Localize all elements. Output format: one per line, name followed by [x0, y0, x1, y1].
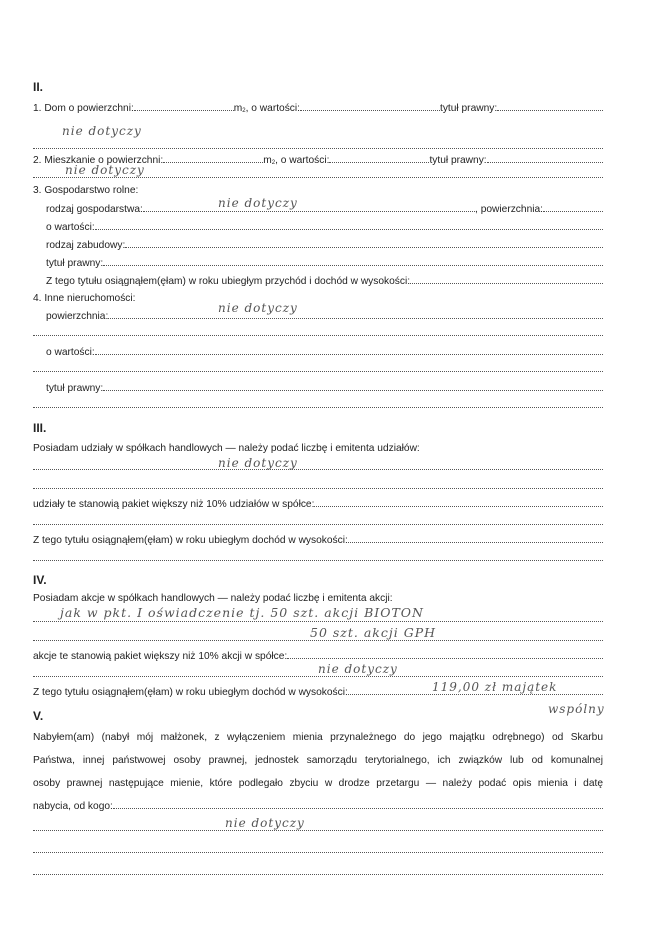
label: Z tego tytułu osiągnąłem(ęłam) w roku ubiegłym dochód w wysokości:	[33, 535, 348, 546]
label: tytuł prawny:	[440, 103, 498, 114]
label: 1. Dom o powierzchni:	[33, 103, 134, 114]
dotted-line	[33, 371, 603, 372]
handwritten-answer: 50 szt. akcji GPH	[310, 625, 437, 640]
label: akcje te stanowią pakiet większy niż 10% akcji w spółce:	[33, 651, 288, 662]
section-5-heading: V.	[33, 709, 44, 723]
dotted-line	[33, 407, 603, 408]
label: m	[233, 103, 243, 114]
dotted-line[interactable]	[33, 676, 603, 677]
house-field[interactable]	[33, 100, 603, 114]
dotted-line[interactable]	[33, 560, 603, 561]
handwritten-answer: nie dotyczy	[218, 456, 298, 470]
farm-kind-field[interactable]	[46, 201, 603, 215]
dotted-line	[33, 148, 603, 149]
dotted-line[interactable]	[33, 874, 603, 875]
paragraph-line: osoby prawnej następujące mienie, które podlegało zbyciu w drodze przetargu — należy podać opis mienia i datę	[33, 778, 603, 789]
label: Posiadam udziały w spółkach handlowych — należy podać liczbę i emitenta udziałów:	[33, 443, 420, 454]
stocks-label	[33, 590, 603, 604]
sup: 2	[242, 108, 246, 114]
label: Z tego tytułu osiągnąłem(ęłam) w roku ubiegłym przychód i dochód w wysokości:	[46, 276, 411, 287]
dotted-line	[33, 177, 603, 178]
label: o wartości:	[46, 347, 95, 358]
dotted-line[interactable]	[33, 830, 603, 831]
label: o wartości:	[46, 222, 95, 233]
farm-value-field[interactable]	[46, 219, 603, 233]
label: rodzaj gospodarstwa:	[46, 204, 143, 215]
dotted-line[interactable]	[33, 488, 603, 489]
label: m	[263, 155, 272, 166]
section-2-heading: II.	[33, 80, 44, 94]
label: , o wartości:	[275, 155, 330, 166]
handwritten-answer: nie dotyczy	[65, 163, 145, 177]
label: tytuł prawny:	[46, 258, 104, 269]
farm-legal-title-field[interactable]	[46, 255, 603, 269]
sup: 2	[271, 160, 276, 166]
handwritten-answer: 119,00 zł majątek	[432, 680, 558, 694]
label: rodzaj zabudowy:	[46, 240, 126, 251]
shares-label	[33, 440, 603, 454]
shares-income-field[interactable]	[33, 532, 603, 546]
label: 4. Inne nieruchomości:	[33, 293, 136, 304]
dotted-line[interactable]	[33, 852, 603, 853]
other-value-field[interactable]	[46, 344, 603, 358]
label: 3. Gospodarstwo rolne:	[33, 185, 139, 196]
label: Z tego tytułu osiągnąłem(ęłam) w roku ubiegłym dochód w wysokości:	[33, 687, 348, 698]
other-property-title	[33, 290, 603, 304]
handwritten-answer: nie dotyczy	[225, 816, 305, 830]
label: udziały te stanowią pakiet większy niż 10% udziałów w spółce:	[33, 499, 315, 510]
handwritten-answer: nie dotyczy	[62, 124, 142, 138]
label: , o wartości:	[245, 103, 300, 114]
handwritten-answer: nie dotyczy	[218, 196, 298, 210]
label: tytuł prawny:	[429, 155, 487, 166]
label: Posiadam akcje w spółkach handlowych — należy podać liczbę i emitenta akcji:	[33, 593, 393, 604]
farm-title	[33, 182, 603, 196]
label: nabycia, od kogo:	[33, 801, 113, 812]
label: powierzchnia:	[46, 311, 109, 322]
handwritten-answer: wspólny	[548, 702, 605, 716]
paragraph-line: Państwa, innej państwowej osoby prawnej, jednostek samorządu terytorialnego, ich związków lub od komunalnej	[33, 755, 603, 766]
label: , powierzchnia:	[475, 204, 543, 215]
dotted-line[interactable]	[33, 524, 603, 525]
stocks-over10-field[interactable]	[33, 648, 603, 662]
section-3-heading: III.	[33, 421, 47, 435]
shares-over10-field[interactable]	[33, 496, 603, 510]
section-4-heading: IV.	[33, 573, 47, 587]
other-area-field[interactable]	[46, 308, 603, 322]
dotted-line[interactable]	[33, 640, 603, 641]
acquisition-field[interactable]	[33, 798, 603, 812]
label: tytuł prawny:	[46, 383, 104, 394]
handwritten-answer: nie dotyczy	[318, 662, 398, 676]
dotted-line[interactable]	[33, 469, 603, 470]
paragraph-line: Nabyłem(am) (nabył mój małżonek, z wyłączeniem mienia przynależnego do jego majątku odrębnego) od Skarbu	[33, 732, 603, 743]
handwritten-answer: nie dotyczy	[218, 301, 298, 315]
handwritten-answer: jak w pkt. I oświadczenie tj. 50 szt. akcji BIOTON	[60, 605, 424, 620]
dotted-line	[33, 335, 603, 336]
label: 2. Mieszkanie o powierzchni:	[33, 155, 164, 166]
other-legal-title-field[interactable]	[46, 380, 603, 394]
farm-buildings-field[interactable]	[46, 237, 603, 251]
farm-income-field[interactable]	[46, 273, 603, 287]
dotted-line[interactable]	[33, 621, 603, 622]
acquisition-paragraph	[33, 726, 603, 795]
